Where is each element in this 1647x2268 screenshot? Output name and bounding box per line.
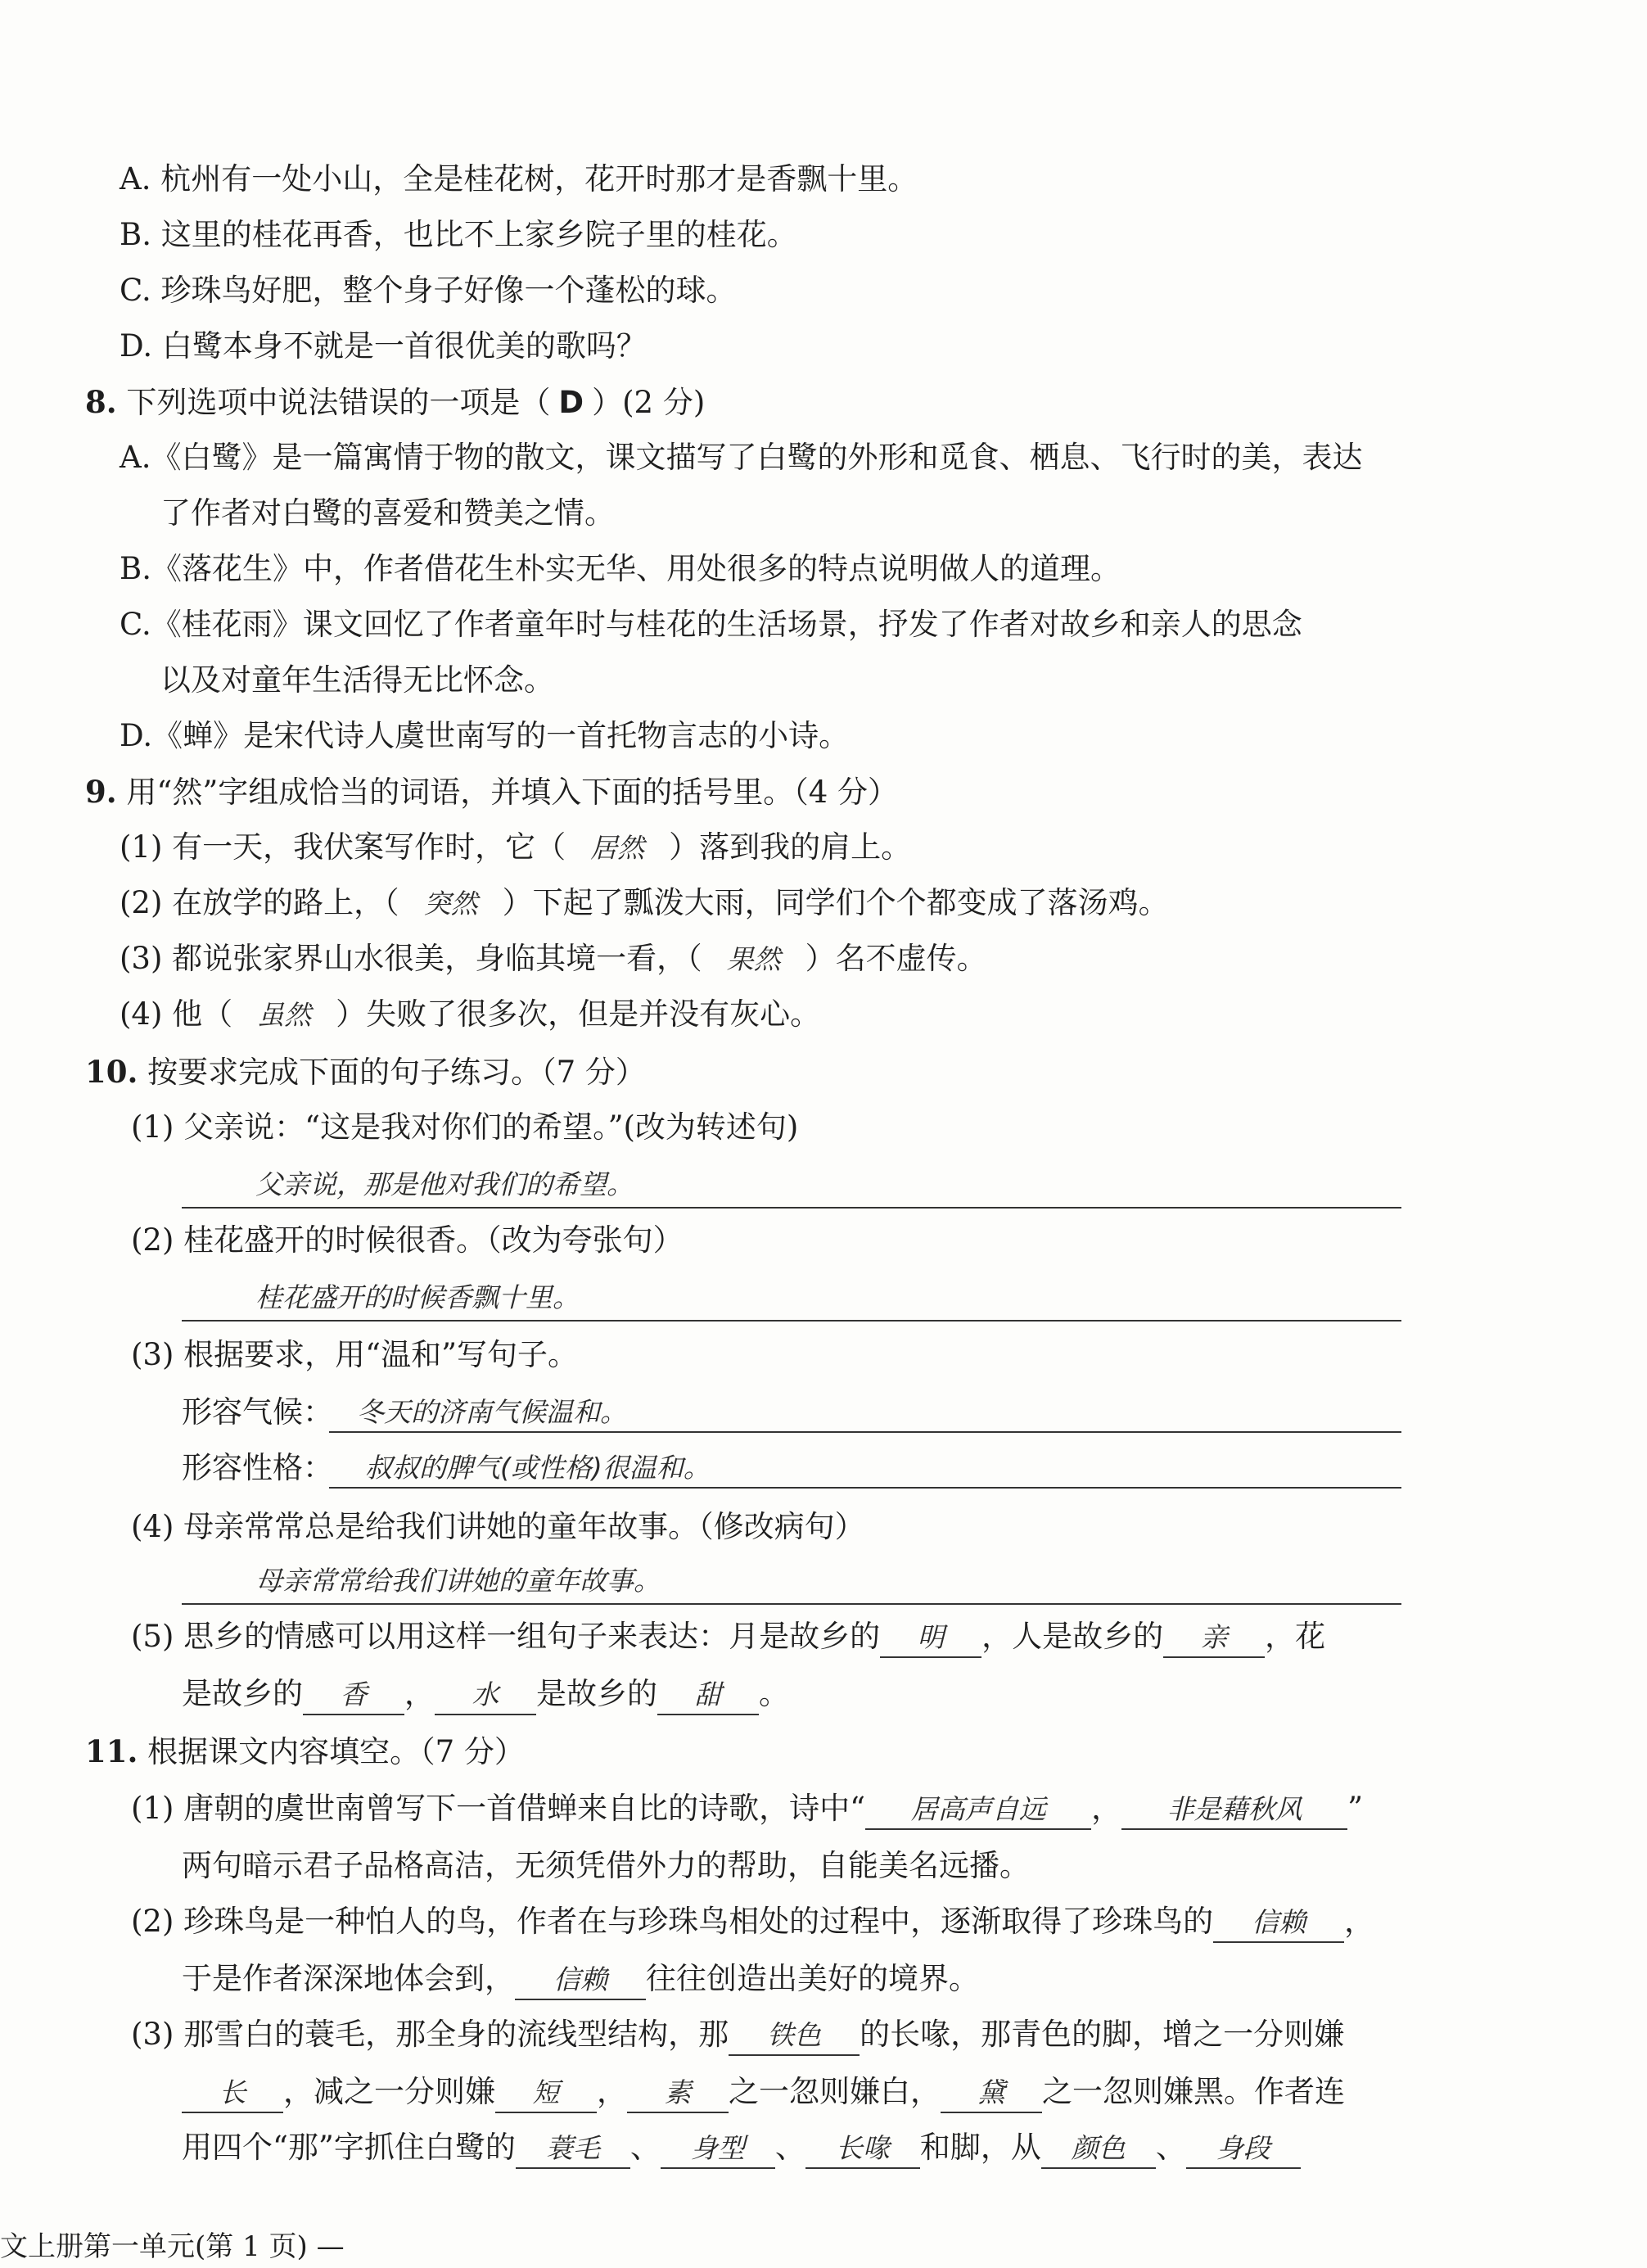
q10-s5-blank-2: 亲: [1163, 1619, 1265, 1658]
q8-number: 8.: [85, 384, 117, 420]
q11-s3-blank-2: 长: [182, 2074, 283, 2113]
q10-sub-2-answer: 桂花盛开的时候香飘十里。: [255, 1281, 580, 1313]
q11-s1-text-c: ，: [1091, 1791, 1122, 1826]
q8-option-a-line2: 了作者对白鹭的喜爱和赞美之情。: [160, 495, 615, 531]
q11-sub-3-line2: [182, 2071, 1345, 2113]
q7-option-b: B. 这里的桂花再香，也比不上家乡院子里的桂花。: [120, 217, 797, 252]
q10-sub-2: (2) 桂花盛开的时候很香。（改为夸张句）: [131, 1222, 684, 1258]
q8-option-c-line1: C.《桂花雨》课文回忆了作者童年时与桂花的生活场景，抒发了作者对故乡和亲人的思念: [120, 607, 1302, 642]
q10-sub-2-rule: [182, 1320, 1401, 1321]
q10-number: 10.: [85, 1054, 138, 1090]
q11-s2-text-e: 往往创造出美好的境界。: [646, 1961, 979, 1996]
q10-sub-3: (3) 根据要求，用“温和”写句子。: [131, 1337, 579, 1372]
q11-sub-2-line2: [182, 1959, 979, 2000]
q10-sub-5-line2: [182, 1674, 789, 1715]
q11-s3-text-e: ，: [597, 2074, 627, 2109]
q11-s1-text-d: ”: [1347, 1791, 1364, 1826]
q8-option-d: D.《蝉》是宋代诗人虞世南写的一首托物言志的小诗。: [120, 718, 850, 753]
q11-s3-text-h: 用四个“那”字抓住白鹭的: [182, 2130, 516, 2165]
q11-s3-text-c: 的长喙，那青色的脚，增之一分则嫌: [860, 2017, 1345, 2052]
q9-s2-pre: (2) 在放学的路上，（: [120, 885, 399, 920]
q10-s5-text-c: ，人是故乡的: [981, 1619, 1164, 1654]
q11-s3-blank-10: 身段: [1186, 2130, 1301, 2169]
q10-sub-5-line1: [131, 1616, 1325, 1658]
q10-s5-blank-5: 甜: [657, 1676, 759, 1715]
q10-s5-blank-1: 明: [880, 1619, 981, 1658]
q9-sentence-3: [120, 938, 987, 980]
q11-s3-text-i: 、: [629, 2130, 661, 2165]
q11-stem: [85, 1731, 525, 1773]
q11-s2-text-a: (2) 珍珠鸟是一种怕人的鸟，作者在与珍珠鸟相处的过程中，逐渐取得了珍珠鸟的: [131, 1904, 1214, 1939]
q11-s3-text-d: ，减之一分则嫌: [283, 2074, 495, 2109]
q10-s5-text-h: 。: [759, 1676, 789, 1711]
q11-sub-3-line1: [131, 2014, 1344, 2056]
q9-s2-post: ）下起了瓢泼大雨，同学们个个都变成了落汤鸡。: [502, 885, 1169, 920]
q10-sub-1: (1) 父亲说：“这是我对你们的希望。”(改为转述句): [131, 1109, 799, 1145]
q11-s3-text-k: 和脚，从: [919, 2130, 1041, 2165]
q9-sentence-2: [120, 883, 1169, 924]
q8-stem-pre: 下列选项中说法错误的一项是（: [116, 385, 551, 420]
q11-s3-blank-7: 身型: [661, 2130, 775, 2169]
q7-option-a: A. 杭州有一处小山，全是桂花树，花开时那才是香飘十里。: [120, 161, 918, 197]
q11-s3-blank-6: 蓑毛: [516, 2130, 630, 2169]
q11-s3-blank-1: 铁色: [729, 2017, 860, 2056]
q11-s3-blank-8: 长喙: [805, 2130, 920, 2169]
q10-sub-3a-label: 形容气候：: [182, 1394, 333, 1430]
q10-sub-4-answer: 母亲常常给我们讲她的童年故事。: [255, 1565, 661, 1597]
q8-answer: D: [558, 385, 584, 420]
q9-s1-pre: (1) 有一天，我伏案写作时，它（: [120, 829, 566, 865]
q11-s3-text-l: 、: [1155, 2130, 1186, 2165]
q7-option-d: D. 白鹭本身不就是一首很优美的歌吗？: [120, 328, 647, 364]
q9-s4-pre: (4) 他（: [120, 996, 233, 1032]
q10-sub-4: (4) 母亲常常总是给我们讲她的童年故事。（修改病句）: [131, 1509, 865, 1544]
q10-sub-1-answer: 父亲说，那是他对我们的希望。: [255, 1168, 634, 1200]
q9-s3-post: ）名不虚传。: [805, 941, 987, 976]
q11-sub-1-line2: 两句暗示君子品格高洁，无须凭借外力的帮助，自能美名远播。: [182, 1848, 1030, 1883]
q11-s2-blank-1: 信赖: [1213, 1904, 1344, 1943]
q11-s2-text-c: ，: [1344, 1904, 1375, 1939]
q8-option-b: B.《落花生》中，作者借花生朴实无华、用处很多的特点说明做人的道理。: [120, 551, 1121, 586]
q7-option-c: C. 珍珠鸟好肥，整个身子好像一个蓬松的球。: [120, 273, 737, 308]
q9-sentence-1: [120, 827, 911, 869]
q10-sub-3a-rule: [329, 1431, 1401, 1433]
q10-s5-blank-4: 水: [435, 1676, 536, 1715]
q8-stem: [85, 382, 705, 423]
q9-s1-post: ）落到我的肩上。: [669, 829, 912, 865]
q9-s4-post: ）失败了很多次，但是并没有灰心。: [336, 996, 821, 1032]
q11-s3-text-f: 之一忽则嫌白，: [729, 2074, 941, 2109]
q9-stem: [85, 771, 898, 813]
q11-sub-1-line1: [131, 1788, 1363, 1830]
q10-s5-text-a: (5) 思乡的情感可以用这样一组句子来表达：月是故乡的: [131, 1619, 881, 1654]
q11-s3-text-a: (3) 那雪白的蓑毛，那全身的流线型结构，那: [131, 2017, 729, 2052]
q11-sub-3-line3: [182, 2127, 1301, 2169]
q10-sub-4-rule: [182, 1603, 1401, 1605]
q11-s3-blank-9: 颜色: [1041, 2130, 1156, 2169]
q10-s5-blank-3: 香: [303, 1676, 404, 1715]
q11-s1-blank-1: 居高声自远: [865, 1791, 1091, 1830]
q9-stem-text: 用“然”字组成恰当的词语，并填入下面的括号里。（4 分）: [116, 775, 899, 810]
q9-s3-answer: 果然: [726, 943, 781, 975]
q9-s1-answer: 居然: [590, 832, 645, 864]
q11-number: 11.: [85, 1733, 138, 1769]
q11-s1-blank-2: 非是藉秋风: [1121, 1791, 1347, 1830]
q10-sub-3b-label: 形容性格：: [182, 1450, 333, 1485]
q10-s5-text-g: 是故乡的: [536, 1676, 657, 1711]
q11-s3-blank-3: 短: [495, 2074, 597, 2113]
q9-s2-answer: 突然: [423, 888, 478, 919]
q10-sub-3b-answer: 叔叔的脾气(或性格)很温和。: [365, 1452, 711, 1484]
q10-s5-text-f: ，: [404, 1676, 435, 1711]
q8-option-a-line1: A.《白鹭》是一篇寓情于物的散文，课文描写了白鹭的外形和觅食、栖息、飞行时的美，表达: [120, 440, 1363, 475]
q9-s3-pre: (3) 都说张家界山水很美，身临其境一看，（: [120, 941, 702, 976]
q11-s3-text-g: 之一忽则嫌黑。作者连: [1042, 2074, 1345, 2109]
q10-stem: [85, 1051, 646, 1093]
q11-s3-blank-4: 素: [627, 2074, 729, 2113]
q10-sub-1-rule: [182, 1207, 1401, 1209]
q11-s2-blank-2: 信赖: [515, 1961, 646, 2000]
q11-s3-text-j: 、: [774, 2130, 805, 2165]
q8-stem-post: ）(2 分): [592, 385, 706, 420]
q10-stem-text: 按要求完成下面的句子练习。（7 分）: [138, 1055, 646, 1090]
q10-sub-3b-rule: [329, 1487, 1401, 1489]
q8-option-c-line2: 以及对童年生活得无比怀念。: [160, 662, 554, 698]
q11-stem-text: 根据课文内容填空。（7 分）: [138, 1734, 525, 1769]
page-footer: 文上册第一单元(第 1 页) —: [0, 2230, 345, 2263]
q10-s5-text-e: 是故乡的: [182, 1676, 303, 1711]
q9-number: 9.: [85, 774, 117, 810]
q10-s5-text-d: ，花: [1265, 1619, 1326, 1654]
q9-s4-answer: 虽然: [257, 999, 312, 1031]
q11-s1-text-a: (1) 唐朝的虞世南曾写下一首借蝉来自比的诗歌，诗中“: [131, 1791, 866, 1826]
q11-sub-2-line1: [131, 1901, 1374, 1943]
q10-sub-3a-answer: 冬天的济南气候温和。: [357, 1396, 627, 1428]
q11-s3-blank-5: 黛: [941, 2074, 1042, 2113]
q11-s2-text-d: 于是作者深深地体会到，: [182, 1961, 515, 1996]
q9-sentence-4: [120, 994, 820, 1036]
